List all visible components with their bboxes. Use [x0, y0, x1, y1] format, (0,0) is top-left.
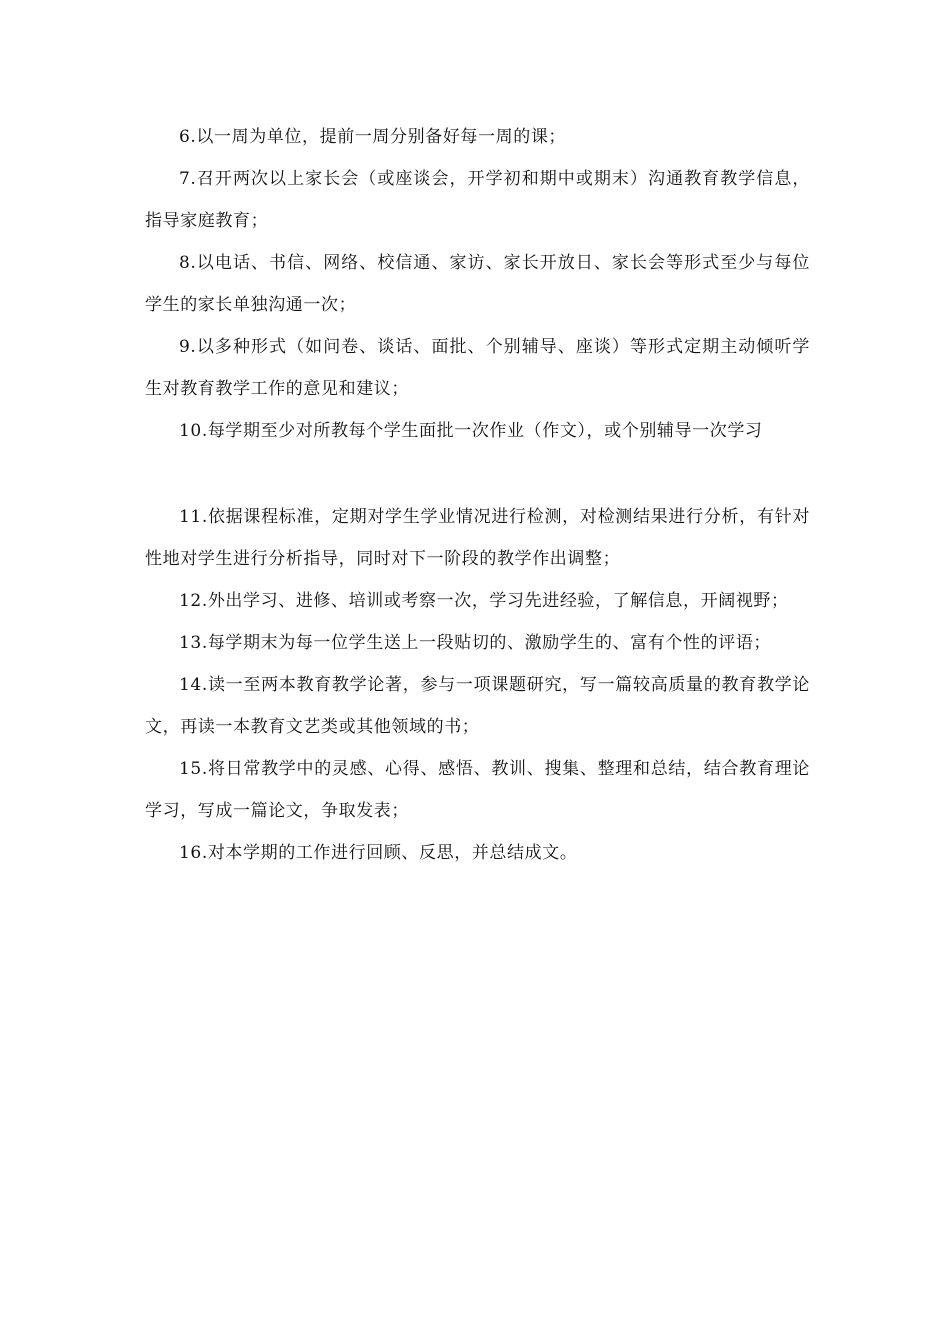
list-item-14: 14.读一至两本教育教学论著，参与一项课题研究，写一篇较高质量的教育教学论文，再读一本教育文艺类或其他领域的书；: [145, 675, 810, 737]
list-item-9: 9.以多种形式（如问卷、谈话、面批、个别辅导、座谈）等形式定期主动倾听学生对教育教学工作的意见和建议；: [145, 337, 810, 399]
list-item-11: 11.依据课程标准，定期对学生学业情况进行检测，对检测结果进行分析，有针对性地对学生进行分析指导，同时对下一阶段的教学作出调整；: [145, 507, 810, 569]
list-item-7: 7.召开两次以上家长会（或座谈会，开学初和期中或期末）沟通教育教学信息，指导家庭教育；: [145, 169, 810, 231]
list-item-16: 16.对本学期的工作进行回顾、反思，并总结成文。: [179, 843, 578, 863]
list-item-6: 6.以一周为单位，提前一周分别备好每一周的课；: [179, 127, 567, 147]
list-item-15: 15.将日常教学中的灵感、心得、感悟、教训、搜集、整理和总结，结合教育理论学习，写成一篇论文，争取发表；: [145, 759, 810, 821]
list-item-8: 8.以电话、书信、网络、校信通、家访、家长开放日、家长会等形式至少与每位学生的家长单独沟通一次；: [145, 253, 810, 315]
list-item-10: 10.每学期至少对所教每个学生面批一次作业（作文），或个别辅导一次学习: [179, 421, 763, 441]
list-item-13: 13.每学期末为每一位学生送上一段贴切的、激励学生的、富有个性的评语；: [179, 633, 772, 653]
list-item-12: 12.外出学习、进修、培训或考察一次，学习先进经验，了解信息，开阔视野；: [179, 591, 789, 611]
